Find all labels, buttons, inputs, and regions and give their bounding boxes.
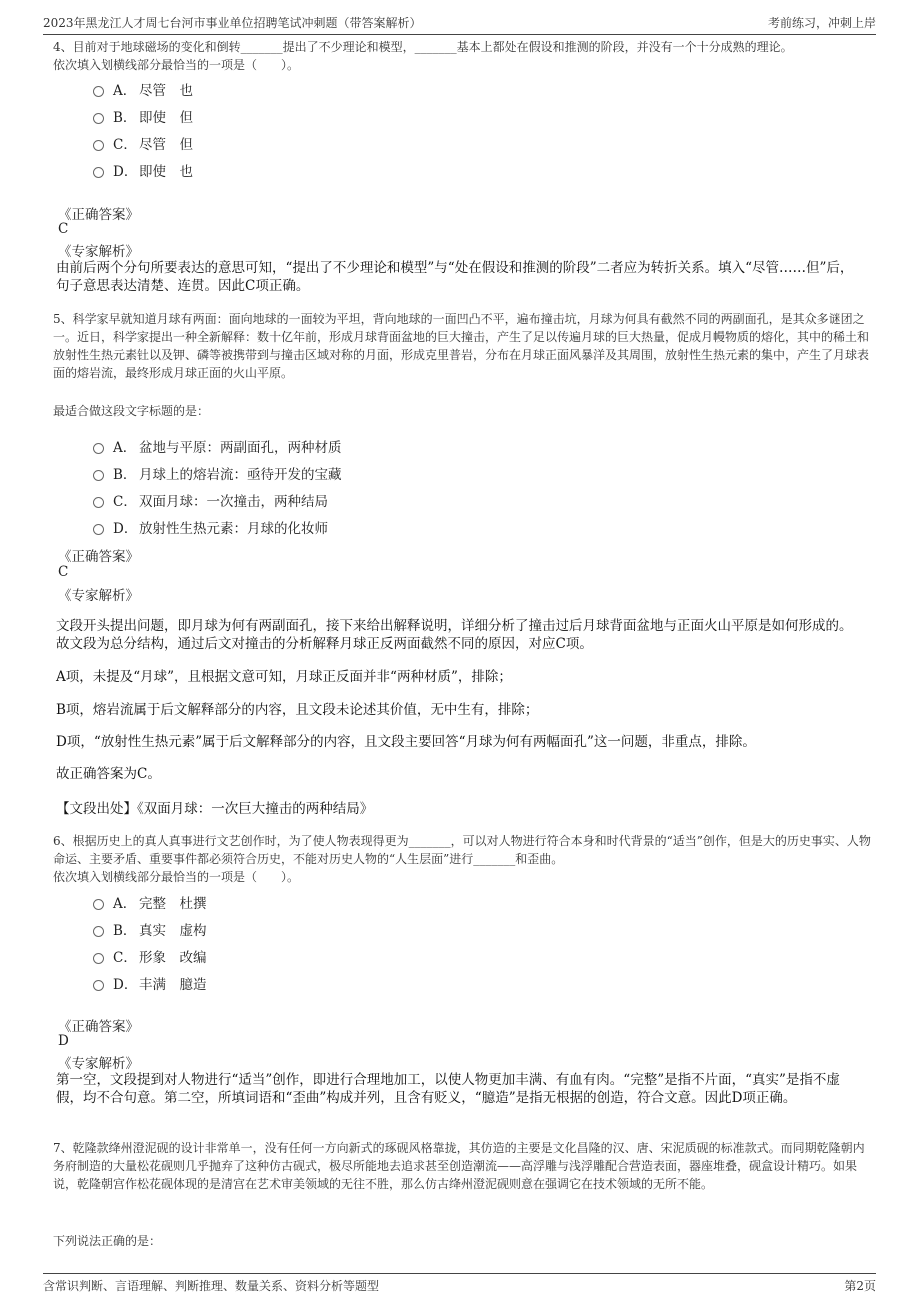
question-5-text: 5、科学家早就知道月球有两面：面向地球的一面较为平坦，背向地球的一面凹凸不平，遍布撞击坑，月球为何具有截然不同的两副面孔，是其众多谜团之一。近日，科学家提出一种全新解释：数十亿年前，形成月球背面盆地的巨大撞击，产生了足以传遍月球的巨大热量，促成月幔物质的熔化，其中的稀土和放射性生热元素钍以及钾、磷等被携带到与撞击区域对称的月面，形成克里普岩，分布在月球正面风暴洋及其周围，放射性生热元素的集中，产生了月球表面的熔岩流，最终形成月球正面的火山平原。 (53, 312, 870, 380)
q4-option-d[interactable]: D． 即使 也 (93, 160, 193, 180)
radio-icon[interactable] (93, 470, 104, 481)
question-5 (53, 310, 871, 382)
q6-analysis: 第一空，文段提到对人物进行“适当”创作，即进行合理地加工，以使人物更加丰满、有血有肉。“完整”是指不片面，“真实”是指不虚假，均不合句意。第二空，所填词语和“歪曲”构成并列，且含有贬义，“臆造”是指无根据的创造，符合文意。因此D项正确。 (56, 1072, 840, 1106)
q6-option-a[interactable]: A． 完整 杜撰 (93, 892, 207, 912)
radio-icon[interactable] (93, 167, 104, 178)
question-6 (53, 832, 871, 886)
q6-analysis-label: 《专家解析》 (58, 1056, 139, 1072)
header-title: 2023年黑龙江人才周七台河市事业单位招聘笔试冲刺题（带答案解析） (43, 16, 422, 30)
q4-answer: C (58, 221, 69, 237)
q4-option-a[interactable]: A． 尽管 也 (93, 79, 193, 99)
q5-option-a[interactable]: A． 盆地与平原：两副面孔，两种材质 (93, 436, 342, 456)
q5-option-b[interactable]: B． 月球上的熔岩流：亟待开发的宝藏 (93, 463, 342, 483)
q4-option-b[interactable]: B． 即使 但 (93, 106, 193, 126)
q4-analysis: 由前后两个分句所要表达的意思可知，“提出了不少理论和模型”与“处在假设和推测的阶段”二者应为转折关系。填入“尽管……但”后，句子意思表达清楚、连贯。因此C项正确。 (56, 260, 854, 294)
q5-analysis-para-1: 文段开头提出问题，即月球为何有两副面孔，接下来给出解释说明，详细分析了撞击过后月球背面盆地与正面火山平原是如何形成的。故文段为总分结构，通过后文对撞击的分析解释月球正反两面截然不同的原因，对应C项。 (56, 618, 853, 652)
radio-icon[interactable] (93, 140, 104, 151)
q5-answer-label: 《正确答案》 (58, 549, 139, 565)
question-6-text: 6、根据历史上的真人真事进行文艺创作时，为了使人物表现得更为_______，可以对人物进行符合本身和时代背景的“适当”创作，但是大的历史事实、人物命运、主要矛盾、重要事件都必须符合历史，不能对历史人物的“人生层面”进行_______和歪曲。 (53, 834, 871, 866)
q5-analysis-para-3: B项，熔岩流属于后文解释部分的内容，且文段未论述其价值，无中生有，排除； (56, 702, 539, 718)
q5-analysis-para-4: D项，“放射性生热元素”属于后文解释部分的内容，且文段主要回答“月球为何有两幅面孔”这一问题，非重点，排除。 (56, 734, 756, 750)
footer-description: 含常识判断、言语理解、判断推理、数量关系、资料分析等题型 (43, 1279, 380, 1293)
q5-option-c[interactable]: C． 双面月球：一次撞击，两种结局 (93, 490, 328, 510)
question-4-text: 4、目前对于地球磁场的变化和倒转_______提出了不少理论和模型，_______基本上都处在假设和推测的阶段，并没有一个十分成熟的理论。 (53, 40, 793, 54)
q5-source: 【文段出处】《双面月球：一次巨大撞击的两种结局》 (56, 801, 374, 817)
radio-icon[interactable] (93, 953, 104, 964)
question-4-prompt: 依次填入划横线部分最恰当的一项是（ ）。 (53, 58, 300, 72)
radio-icon[interactable] (93, 524, 104, 535)
q6-answer: D (58, 1033, 69, 1049)
q4-option-c[interactable]: C． 尽管 但 (93, 133, 193, 153)
q5-analysis-label: 《专家解析》 (58, 588, 139, 604)
question-5-prompt: 最适合做这段文字标题的是： (53, 404, 210, 418)
page-footer (43, 1273, 876, 1294)
question-7 (53, 1139, 871, 1193)
q4-answer-label: 《正确答案》 (58, 207, 139, 223)
q5-analysis-para-5: 故正确答案为C。 (56, 766, 161, 782)
radio-icon[interactable] (93, 113, 104, 124)
radio-icon[interactable] (93, 899, 104, 910)
page-header (43, 14, 876, 35)
radio-icon[interactable] (93, 86, 104, 97)
q4-analysis-label: 《专家解析》 (58, 244, 139, 260)
q6-option-d[interactable]: D． 丰满 臆造 (93, 973, 207, 993)
q5-option-d[interactable]: D． 放射性生热元素：月球的化妆师 (93, 517, 328, 537)
q5-analysis-para-2: A项，未提及“月球”，且根据文意可知，月球正反面并非“两种材质”，排除； (56, 669, 512, 685)
question-7-text: 7、乾隆款绛州澄泥砚的设计非常单一，没有任何一方向新式的琢砚风格靠拢，其仿造的主要是文化昌隆的汉、唐、宋泥质砚的标准款式。而同期乾隆朝内务府制造的大量松花砚则几乎抛弃了这种仿古砚式，极尽所能地去追求甚至创造潮流——高浮雕与浅浮雕配合营造表面，器座堆叠，砚盒设计精巧。如果说，乾隆朝宫作松花砚体现的是清宫在艺术审美领域的无往不胜，那么仿古绛州澄泥砚则意在强调它在技术领域的无所不能。 (53, 1141, 865, 1191)
question-7-prompt: 下列说法正确的是： (53, 1234, 162, 1248)
question-6-prompt: 依次填入划横线部分最恰当的一项是（ ）。 (53, 870, 300, 884)
q6-answer-label: 《正确答案》 (58, 1019, 139, 1035)
q6-option-b[interactable]: B． 真实 虚构 (93, 919, 207, 939)
question-4 (53, 38, 871, 74)
radio-icon[interactable] (93, 443, 104, 454)
radio-icon[interactable] (93, 497, 104, 508)
radio-icon[interactable] (93, 926, 104, 937)
q6-option-c[interactable]: C． 形象 改编 (93, 946, 207, 966)
q5-answer: C (58, 564, 69, 580)
radio-icon[interactable] (93, 980, 104, 991)
header-slogan: 考前练习，冲刺上岸 (767, 16, 876, 30)
page-number: 第2页 (844, 1279, 876, 1293)
